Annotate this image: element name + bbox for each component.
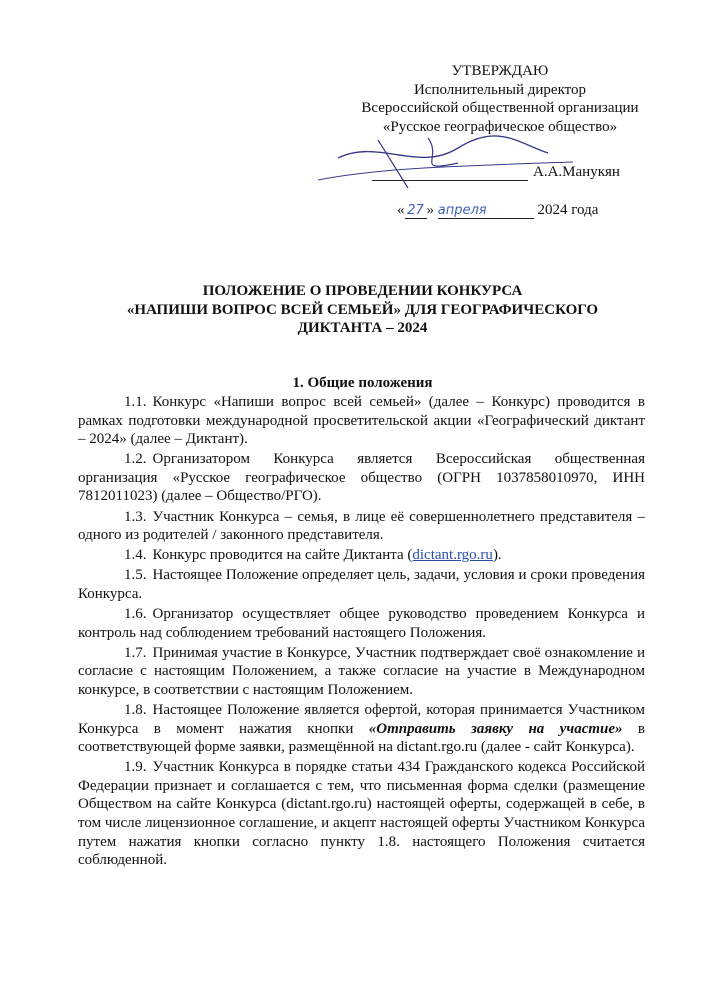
clause-1-6: [78, 605, 645, 642]
clause-text: Участник Конкурса в порядке статьи 434 Гражданского кодекса Российской Федерации признает и соглашается с тем, что письменная форма сделки (размещение Обществом на сайте Конкурса (dictant.rgo.ru) настоящей оферты, содержащей в себе, в том числе лицензионное соглашение, и акцепт настоящей оферты Участником Конкурса путем нажатия кнопки согласно пункту 1.8. настоящего Положения считается соблюденной.: [78, 759, 645, 869]
clause-number: 1.4.: [124, 547, 147, 564]
clause-text: Организатор осуществляет общее руководство проведением Конкурса и контроль над соблюдением требований настоящего Положения.: [78, 606, 645, 641]
approval-org-line1: Всероссийской общественной организации: [361, 100, 639, 117]
clause-text: Настоящее Положение является офертой, которая принимается Участником Конкурса в момент нажатия кнопки: [78, 702, 645, 737]
date-year: 2024 года: [537, 202, 599, 218]
date-month: апреля: [438, 203, 534, 219]
date-open-quote: «: [397, 202, 405, 218]
clause-1-3: [78, 508, 645, 545]
clause-number: 1.8.: [124, 702, 147, 718]
clause-number: 1.5.: [124, 567, 147, 584]
approval-date: [397, 202, 598, 219]
clause-text: Конкурс проводится на сайте Диктанта (: [152, 547, 413, 564]
clause-1-9: [78, 758, 645, 870]
clause-1-8: [78, 701, 645, 757]
clause-number: 1.2.: [124, 451, 147, 468]
approval-position: Исполнительный директор: [413, 81, 587, 98]
signer-name: А.А.Манукян: [533, 164, 620, 180]
section-body: [78, 393, 645, 871]
handwritten-signature-image: [318, 118, 578, 198]
clause-number: 1.6.: [124, 606, 147, 623]
clause-text: Участник Конкурса – семья, в лице её совершеннолетнего представителя – одного из родителей / законного представителя.: [78, 508, 645, 544]
clause-text: Организатором Конкурса является Всероссийская общественная организация «Русское географическое общество (ОГРН 1037858010970, ИНН 7812011023) (далее – Общество/РГО).: [78, 451, 645, 505]
approval-org-line2: «Русское географическое общество»: [382, 118, 618, 135]
title-line2: «НАПИШИ ВОПРОС ВСЕЙ СЕМЬЕЙ» ДЛЯ ГЕОГРАФИЧЕСКОГО: [126, 301, 599, 318]
clause-text: Принимая участие в Конкурсе, Участник подтверждает своё ознакомление и согласие с настоящим Положением, а также согласие на участие в Международном конкурсе, в соответствии с настоящим Положением.: [78, 644, 645, 698]
clause-1-7: [78, 644, 645, 700]
document-title: [80, 282, 645, 338]
submit-button-name: «Отправить заявку на участие»: [368, 720, 623, 737]
clause-1-1: [78, 393, 645, 449]
approval-heading: УТВЕРЖДАЮ: [451, 63, 549, 79]
clause-text-end: ).: [492, 547, 502, 564]
section-heading: 1. Общие положения: [292, 375, 433, 391]
clause-text: Конкурс «Напиши вопрос всей семьей» (далее – Конкурс) проводится в рамках подготовки международной просветительской акции «Географический диктант – 2024» (далее – Диктант).: [78, 394, 645, 448]
clause-number: 1.9.: [124, 759, 147, 776]
signature-line: [372, 180, 528, 181]
title-line3: ДИКТАНТА – 2024: [297, 320, 428, 337]
title-line1: ПОЛОЖЕНИЕ О ПРОВЕДЕНИИ КОНКУРСА: [202, 283, 523, 299]
date-day: 27: [405, 203, 427, 219]
clause-number: 1.1.: [124, 394, 147, 410]
clause-1-5: [78, 566, 645, 603]
clause-text: Настоящее Положение определяет цель, задачи, условия и сроки проведения Конкурса.: [78, 567, 645, 602]
clause-number: 1.3.: [124, 508, 147, 525]
date-close-quote: »: [426, 202, 434, 218]
clause-1-2: [78, 450, 645, 506]
clause-text-end: в соответствующей форме заявки, размещённой на dictant.rgo.ru (далее - сайт Конкурса).: [78, 720, 645, 756]
clause-number: 1.7.: [124, 644, 147, 661]
clause-1-4: [78, 546, 645, 565]
dictant-site-link[interactable]: dictant.rgo.ru: [412, 547, 493, 564]
